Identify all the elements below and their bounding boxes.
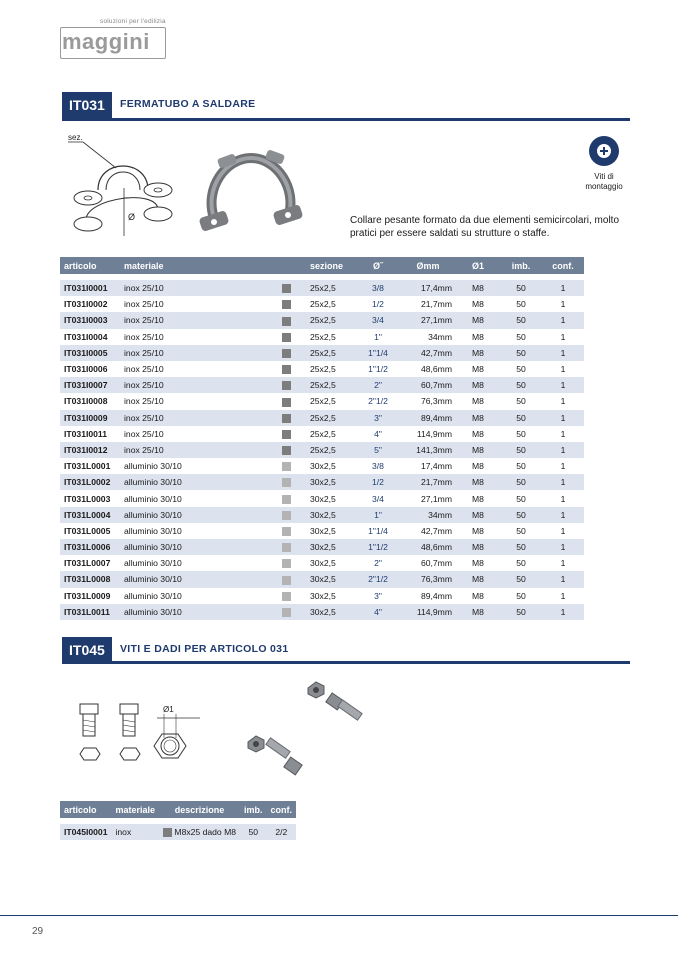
cell-articolo: IT031I0001	[60, 280, 120, 296]
table-row	[60, 474, 584, 490]
table-row	[60, 588, 584, 604]
table-row	[60, 490, 584, 506]
cell-diameter1: M8	[456, 393, 500, 409]
cell-swatch	[278, 588, 306, 604]
table-row	[60, 296, 584, 312]
cell-diameter1: M8	[456, 523, 500, 539]
cell-sezione: 30x2,5	[306, 604, 356, 620]
cell-diameter-inch: 4"	[356, 604, 400, 620]
material-swatch	[282, 414, 291, 423]
cell-imb: 50	[500, 296, 542, 312]
material-swatch	[282, 543, 291, 552]
table-row	[60, 539, 584, 555]
material-swatch	[282, 608, 291, 617]
cell-articolo: IT031L0007	[60, 555, 120, 571]
material-swatch	[282, 592, 291, 601]
cell-diameter1: M8	[456, 426, 500, 442]
col-sezione: sezione	[306, 257, 356, 274]
cell-articolo: IT031L0008	[60, 571, 120, 587]
cell-imb: 50	[500, 426, 542, 442]
table-row	[60, 361, 584, 377]
table-row	[60, 571, 584, 587]
cell-sezione: 30x2,5	[306, 458, 356, 474]
cell-diameter-inch: 1"1/2	[356, 539, 400, 555]
cell-articolo: IT031I0006	[60, 361, 120, 377]
cell-imb: 50	[500, 410, 542, 426]
cell-swatch	[278, 523, 306, 539]
description-line2: pratici per essere saldati su strutture o staffe.	[350, 228, 550, 239]
cell-imb: 50	[500, 280, 542, 296]
cell-diameter-inch: 1"	[356, 329, 400, 345]
cell-articolo: IT031I0009	[60, 410, 120, 426]
cell-sezione: 25x2,5	[306, 442, 356, 458]
material-swatch	[282, 430, 291, 439]
cell-swatch	[278, 490, 306, 506]
cell-diameter-mm: 34mm	[400, 507, 456, 523]
cell-articolo: IT031L0006	[60, 539, 120, 555]
cell-diameter1: M8	[456, 490, 500, 506]
cell-imb: 50	[500, 329, 542, 345]
cell-sezione: 25x2,5	[306, 345, 356, 361]
cell-conf: 1	[542, 490, 584, 506]
cell-diameter1: M8	[456, 312, 500, 328]
cell-diameter-inch: 2"1/2	[356, 393, 400, 409]
cell-sezione: 30x2,5	[306, 507, 356, 523]
cell-materiale: alluminio 30/10	[120, 523, 278, 539]
cell-diameter-mm: 17,4mm	[400, 280, 456, 296]
cell-materiale: alluminio 30/10	[120, 507, 278, 523]
cell-swatch	[278, 571, 306, 587]
table-row	[60, 410, 584, 426]
cell-sezione: 25x2,5	[306, 426, 356, 442]
cell-diameter-inch: 1/2	[356, 474, 400, 490]
material-swatch	[282, 527, 291, 536]
cell-imb: 50	[500, 474, 542, 490]
cell-diameter-mm: 42,7mm	[400, 523, 456, 539]
cell-conf: 1	[542, 329, 584, 345]
viti-label-line1: Viti di	[594, 172, 614, 181]
cell-sezione: 25x2,5	[306, 329, 356, 345]
cell-diameter-inch: 3"	[356, 588, 400, 604]
cell-articolo: IT031I0005	[60, 345, 120, 361]
cell-materiale: alluminio 30/10	[120, 588, 278, 604]
col-materiale: materiale	[111, 801, 159, 818]
table-row	[60, 345, 584, 361]
cell-articolo: IT031I0011	[60, 426, 120, 442]
cell-imb: 50	[240, 824, 267, 840]
table-row	[60, 442, 584, 458]
col-descrizione: descrizione	[159, 801, 240, 818]
cell-swatch	[278, 393, 306, 409]
col-imb: imb.	[500, 257, 542, 274]
cell-diameter-inch: 1/2	[356, 296, 400, 312]
logo-tagline: soluzioni per l'edilizia	[100, 18, 166, 25]
cell-diameter-mm: 76,3mm	[400, 393, 456, 409]
material-swatch	[282, 511, 291, 520]
cell-diameter1: M8	[456, 410, 500, 426]
cell-conf: 1	[542, 393, 584, 409]
cell-materiale: inox 25/10	[120, 426, 278, 442]
description-line1: Collare pesante formato da due elementi semicircolari, molto	[350, 215, 620, 226]
cell-diameter1: M8	[456, 539, 500, 555]
material-swatch	[282, 478, 291, 487]
cell-diameter-inch: 1"1/4	[356, 523, 400, 539]
col-articolo: articolo	[60, 257, 120, 274]
col-diameter1: Ø1	[456, 257, 500, 274]
cell-diameter1: M8	[456, 507, 500, 523]
cell-diameter-mm: 17,4mm	[400, 458, 456, 474]
cell-articolo: IT031I0003	[60, 312, 120, 328]
cell-articolo: IT031I0004	[60, 329, 120, 345]
cell-sezione: 25x2,5	[306, 280, 356, 296]
drawing-label-d1: Ø1	[163, 705, 174, 714]
cell-conf: 1	[542, 604, 584, 620]
col-diameter-mm: Ømm	[400, 257, 456, 274]
cell-sezione: 30x2,5	[306, 571, 356, 587]
cell-diameter-mm: 48,6mm	[400, 361, 456, 377]
col-materiale: materiale	[120, 257, 278, 274]
col-conf: conf.	[267, 801, 297, 818]
cell-articolo: IT031L0002	[60, 474, 120, 490]
logo: maggini	[62, 29, 150, 54]
cell-sezione: 30x2,5	[306, 490, 356, 506]
table-header-row	[60, 257, 584, 274]
cell-materiale: alluminio 30/10	[120, 604, 278, 620]
bolt-nut-technical-drawing	[72, 698, 202, 778]
material-swatch	[282, 365, 291, 374]
table-row	[60, 393, 584, 409]
cell-conf: 1	[542, 312, 584, 328]
cell-swatch	[278, 361, 306, 377]
cell-imb: 50	[500, 539, 542, 555]
cell-diameter-mm: 21,7mm	[400, 474, 456, 490]
cell-articolo: IT031I0007	[60, 377, 120, 393]
viti-di-montaggio-label[interactable]	[574, 172, 634, 192]
cell-conf: 1	[542, 442, 584, 458]
cell-materiale: alluminio 30/10	[120, 555, 278, 571]
spec-table-it045	[60, 801, 296, 840]
material-swatch	[163, 828, 172, 837]
cell-swatch	[278, 507, 306, 523]
cell-conf: 1	[542, 588, 584, 604]
cell-articolo: IT031L0003	[60, 490, 120, 506]
cell-materiale	[111, 824, 159, 840]
cell-diameter1: M8	[456, 571, 500, 587]
cell-imb: 50	[500, 604, 542, 620]
product-description	[350, 214, 640, 240]
cell-swatch	[278, 377, 306, 393]
cell-articolo: IT031L0001	[60, 458, 120, 474]
cell-conf: 1	[542, 458, 584, 474]
cell-diameter-mm: 21,7mm	[400, 296, 456, 312]
cell-diameter1: M8	[456, 555, 500, 571]
material-swatch	[282, 317, 291, 326]
cell-diameter-mm: 42,7mm	[400, 345, 456, 361]
cell-conf: 1	[542, 523, 584, 539]
col-swatch	[278, 257, 306, 274]
section-rule	[62, 118, 630, 121]
cell-swatch	[278, 458, 306, 474]
cell-swatch	[278, 345, 306, 361]
cell-swatch	[278, 604, 306, 620]
table-row	[60, 523, 584, 539]
section-code-it045: IT045	[62, 637, 112, 663]
drawing-label-sez: sez.	[68, 133, 83, 142]
cell-diameter1: M8	[456, 442, 500, 458]
cell-conf: 1	[542, 280, 584, 296]
cell-sezione: 25x2,5	[306, 312, 356, 328]
cell-diameter-mm: 34mm	[400, 329, 456, 345]
cell-diameter-mm: 76,3mm	[400, 571, 456, 587]
cell-materiale: alluminio 30/10	[120, 539, 278, 555]
cell-diameter-inch: 1"1/2	[356, 361, 400, 377]
description-text: M8x25 dado M8	[174, 826, 237, 837]
material-swatch	[282, 284, 291, 293]
material-swatch	[282, 559, 291, 568]
cell-materiale: alluminio 30/10	[120, 474, 278, 490]
cell-diameter1: M8	[456, 280, 500, 296]
cell-diameter-mm: 60,7mm	[400, 555, 456, 571]
cell-sezione: 30x2,5	[306, 539, 356, 555]
table-row	[60, 555, 584, 571]
cell-articolo: IT031L0004	[60, 507, 120, 523]
cell-imb: 50	[500, 507, 542, 523]
spec-table-body	[60, 274, 584, 620]
cell-imb: 50	[500, 361, 542, 377]
table-row	[60, 280, 584, 296]
cell-imb: 50	[500, 555, 542, 571]
cell-diameter1: M8	[456, 474, 500, 490]
cell-swatch	[278, 329, 306, 345]
cell-diameter1: M8	[456, 588, 500, 604]
table-row	[60, 458, 584, 474]
material-text: inox	[115, 827, 132, 838]
cell-sezione: 25x2,5	[306, 410, 356, 426]
cell-diameter-inch: 2"1/2	[356, 571, 400, 587]
cell-diameter1: M8	[456, 329, 500, 345]
cell-materiale: inox 25/10	[120, 280, 278, 296]
cell-swatch	[278, 539, 306, 555]
material-swatch	[282, 381, 291, 390]
cell-diameter-mm: 114,9mm	[400, 426, 456, 442]
cell-sezione: 25x2,5	[306, 393, 356, 409]
cell-swatch	[278, 474, 306, 490]
cell-conf: 1	[542, 555, 584, 571]
cell-articolo: IT031I0012	[60, 442, 120, 458]
cell-diameter1: M8	[456, 361, 500, 377]
cell-diameter1: M8	[456, 345, 500, 361]
cell-diameter-inch: 1"1/4	[356, 345, 400, 361]
col-articolo: articolo	[60, 801, 111, 818]
section-rule	[62, 661, 630, 664]
cell-diameter-inch: 2"	[356, 555, 400, 571]
cell-imb: 50	[500, 490, 542, 506]
cell-articolo: IT045I0001	[60, 824, 111, 840]
table-row	[60, 507, 584, 523]
cell-articolo: IT031L0009	[60, 588, 120, 604]
cell-conf: 1	[542, 345, 584, 361]
cell-imb: 50	[500, 345, 542, 361]
material-swatch	[282, 495, 291, 504]
cell-materiale: inox 25/10	[120, 345, 278, 361]
cell-conf: 2/2	[267, 824, 297, 840]
cell-articolo: IT031I0002	[60, 296, 120, 312]
cell-imb: 50	[500, 458, 542, 474]
cell-swatch	[278, 555, 306, 571]
table-header-row	[60, 801, 296, 818]
col-imb: imb.	[240, 801, 267, 818]
cell-descrizione	[159, 824, 240, 840]
cell-swatch	[278, 296, 306, 312]
cell-materiale: inox 25/10	[120, 296, 278, 312]
section-code-it031: IT031	[62, 92, 112, 118]
cell-conf: 1	[542, 361, 584, 377]
cell-diameter-inch: 3/8	[356, 280, 400, 296]
material-swatch	[282, 398, 291, 407]
cell-diameter-mm: 48,6mm	[400, 539, 456, 555]
cell-materiale: inox 25/10	[120, 377, 278, 393]
material-swatch	[282, 462, 291, 471]
clamp-technical-drawing	[58, 128, 178, 243]
material-swatch	[282, 576, 291, 585]
drawing-label-diameter: Ø	[128, 212, 136, 222]
cell-materiale: inox 25/10	[120, 410, 278, 426]
cell-conf: 1	[542, 377, 584, 393]
footer-rule	[0, 915, 678, 916]
cell-swatch	[278, 442, 306, 458]
cell-diameter-mm: 27,1mm	[400, 490, 456, 506]
section-title-it031: FERMATUBO A SALDARE	[120, 98, 256, 110]
cell-conf: 1	[542, 410, 584, 426]
cell-sezione: 30x2,5	[306, 555, 356, 571]
cell-diameter-inch: 3/4	[356, 312, 400, 328]
cell-materiale: alluminio 30/10	[120, 571, 278, 587]
cell-conf: 1	[542, 539, 584, 555]
cell-imb: 50	[500, 442, 542, 458]
cell-materiale: inox 25/10	[120, 361, 278, 377]
cell-diameter1: M8	[456, 458, 500, 474]
table-row	[60, 604, 584, 620]
table-row	[60, 426, 584, 442]
cell-diameter-mm: 60,7mm	[400, 377, 456, 393]
cell-diameter1: M8	[456, 296, 500, 312]
cell-sezione: 30x2,5	[306, 588, 356, 604]
cell-materiale: inox 25/10	[120, 312, 278, 328]
cell-conf: 1	[542, 296, 584, 312]
cell-imb: 50	[500, 588, 542, 604]
spec-table-it031	[60, 257, 584, 620]
cell-swatch	[278, 312, 306, 328]
cell-imb: 50	[500, 312, 542, 328]
cell-conf: 1	[542, 426, 584, 442]
cell-imb: 50	[500, 571, 542, 587]
material-swatch	[282, 349, 291, 358]
table-row	[60, 329, 584, 345]
cell-diameter-mm: 27,1mm	[400, 312, 456, 328]
col-conf: conf.	[542, 257, 584, 274]
cell-diameter-mm: 114,9mm	[400, 604, 456, 620]
cell-materiale: inox 25/10	[120, 442, 278, 458]
cell-articolo: IT031L0005	[60, 523, 120, 539]
cell-sezione: 25x2,5	[306, 361, 356, 377]
cell-swatch	[278, 426, 306, 442]
material-swatch	[282, 333, 291, 342]
cell-diameter-inch: 1"	[356, 507, 400, 523]
cell-swatch	[278, 280, 306, 296]
cell-imb: 50	[500, 523, 542, 539]
cell-diameter-mm: 89,4mm	[400, 588, 456, 604]
cell-materiale: inox 25/10	[120, 329, 278, 345]
table-row	[60, 312, 584, 328]
table-row	[60, 824, 296, 840]
viti-label-line2: montaggio	[585, 182, 623, 191]
material-swatch	[282, 446, 291, 455]
cell-diameter-inch: 2"	[356, 377, 400, 393]
plus-screw-icon[interactable]	[589, 136, 619, 166]
cell-diameter-inch: 3"	[356, 410, 400, 426]
cell-diameter-inch: 5"	[356, 442, 400, 458]
cell-materiale: inox 25/10	[120, 393, 278, 409]
cell-materiale: alluminio 30/10	[120, 458, 278, 474]
cell-sezione: 25x2,5	[306, 296, 356, 312]
cell-sezione: 30x2,5	[306, 523, 356, 539]
col-diameter-inch: Ø˝	[356, 257, 400, 274]
cell-diameter-inch: 3/8	[356, 458, 400, 474]
cell-imb: 50	[500, 377, 542, 393]
cell-swatch	[278, 410, 306, 426]
section-title-it045: VITI E DADI PER ARTICOLO 031	[120, 643, 289, 655]
spec-table-body	[60, 818, 296, 840]
bolt-nut-photo	[244, 680, 374, 790]
cell-diameter-inch: 3/4	[356, 490, 400, 506]
cell-conf: 1	[542, 571, 584, 587]
cell-conf: 1	[542, 507, 584, 523]
cell-imb: 50	[500, 393, 542, 409]
cell-conf: 1	[542, 474, 584, 490]
cell-diameter-inch: 4"	[356, 426, 400, 442]
cell-diameter1: M8	[456, 377, 500, 393]
clamp-photo	[196, 148, 306, 240]
cell-materiale: alluminio 30/10	[120, 490, 278, 506]
cell-diameter-mm: 89,4mm	[400, 410, 456, 426]
cell-sezione: 30x2,5	[306, 474, 356, 490]
material-swatch	[282, 300, 291, 309]
cell-articolo: IT031I0008	[60, 393, 120, 409]
table-row	[60, 377, 584, 393]
page-number: 29	[32, 926, 44, 937]
cell-articolo: IT031L0011	[60, 604, 120, 620]
cell-diameter-mm: 141,3mm	[400, 442, 456, 458]
cell-sezione: 25x2,5	[306, 377, 356, 393]
cell-diameter1: M8	[456, 604, 500, 620]
